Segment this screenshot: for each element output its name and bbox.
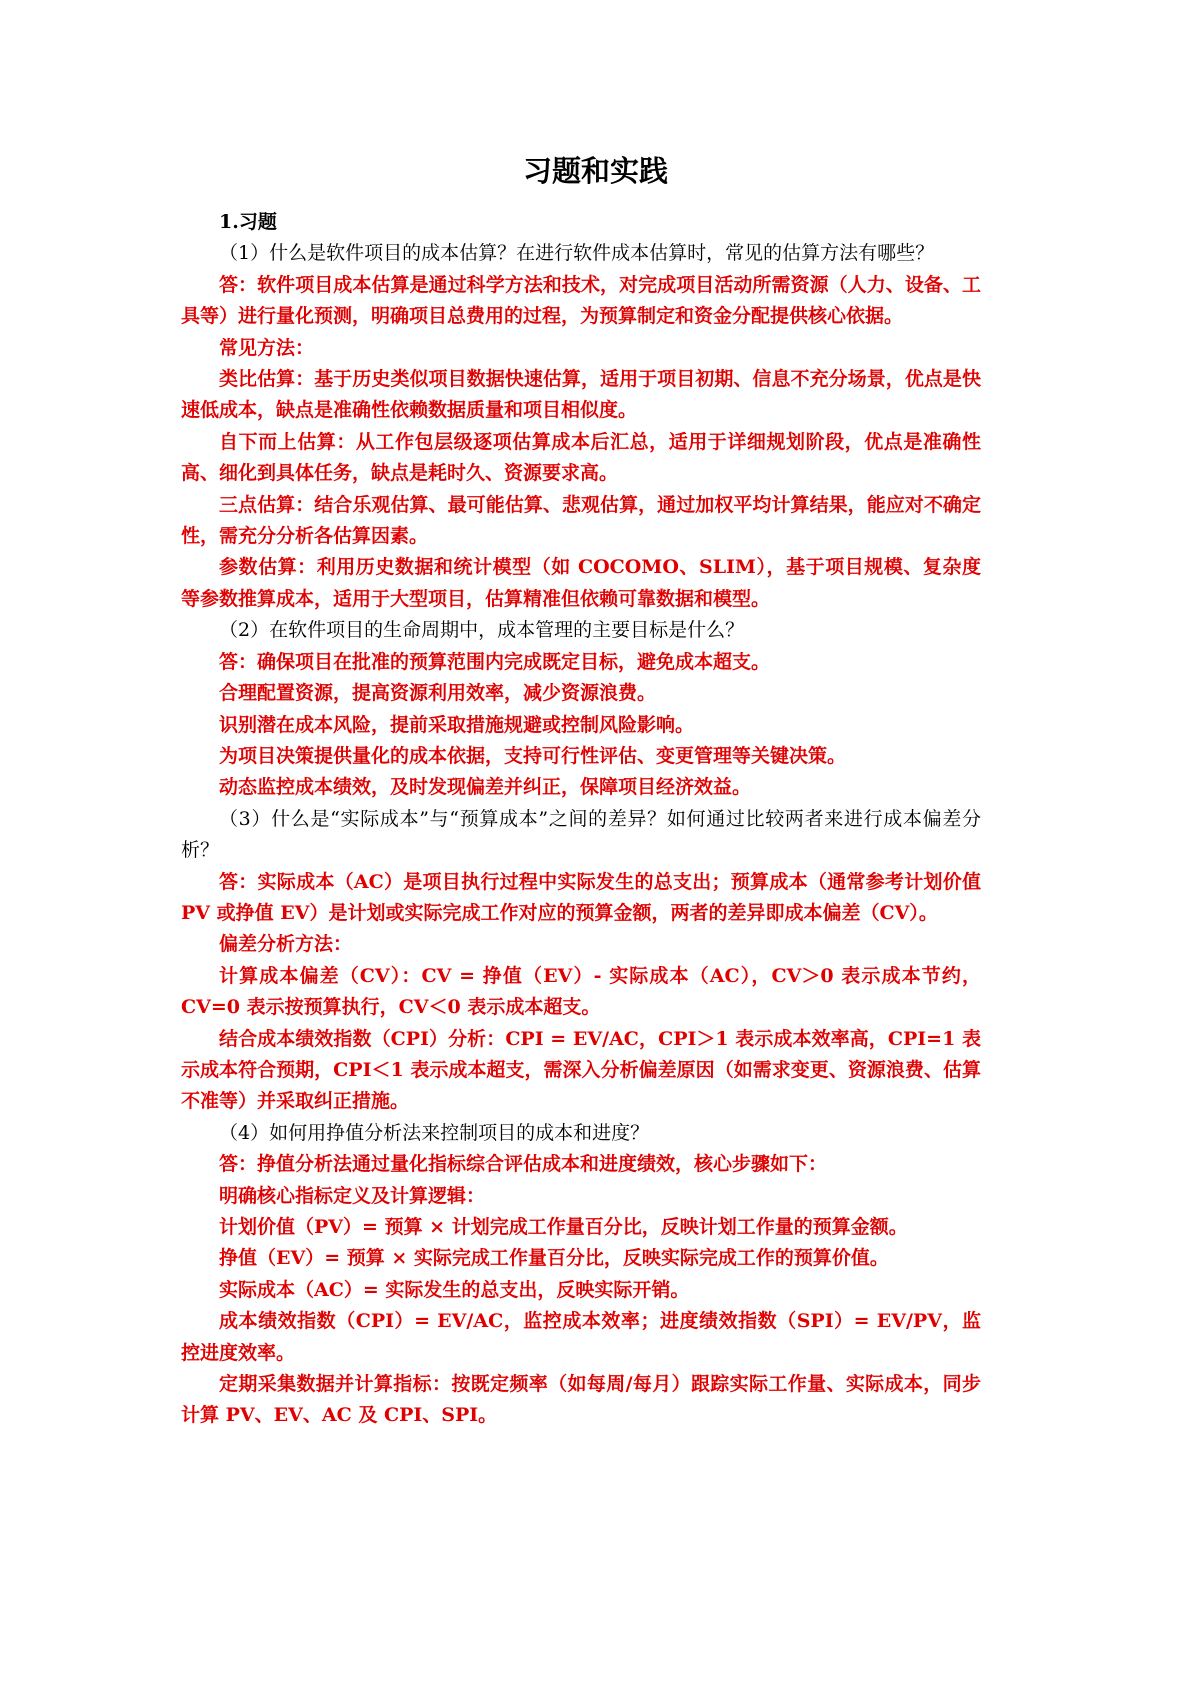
question-paragraph: （2）在软件项目的生命周期中，成本管理的主要目标是什么？ [219, 619, 745, 642]
answer-paragraph: 答：实际成本（AC）是项目执行过程中实际发生的总支出；预算成本（通常参考计划价值 PV 或挣值 EV）是计划或实际完成工作对应的预算金额，两者的差异即成本偏差（CV）。 [181, 870, 981, 924]
answer-paragraph: 明确核心指标定义及计算逻辑： [219, 1184, 486, 1207]
question-paragraph: （1）什么是软件项目的成本估算？在进行软件成本估算时，常见的估算方法有哪些？ [219, 242, 935, 265]
answer-paragraph: 偏差分析方法： [219, 933, 353, 956]
answer-paragraph: 识别潜在成本风险，提前采取措施规避或控制风险影响。 [219, 713, 695, 736]
answer-paragraph: 参数估算：利用历史数据和统计模型（如 COCOMO、SLIM），基于项目规模、复杂度等参数推算成本，适用于大型项目，估算精准但依赖可靠数据和模型。 [181, 556, 981, 610]
answer-paragraph: 实际成本（AC）= 实际发生的总支出，反映实际开销。 [219, 1278, 690, 1301]
answer-paragraph: 结合成本绩效指数（CPI）分析：CPI = EV/AC，CPI＞1 表示成本效率高，CPI=1 表示成本符合预期，CPI＜1 表示成本超支，需深入分析偏差原因（如需求变更、资源浪费、估算不准等）并采取纠正措施。 [181, 1027, 981, 1113]
answer-paragraph: 答：挣值分析法通过量化指标综合评估成本和进度绩效，核心步骤如下： [219, 1153, 828, 1176]
page-title: 习题和实践 [522, 154, 668, 188]
section-heading: 1.习题 [219, 211, 277, 233]
question-paragraph: （3）什么是“实际成本”与“预算成本”之间的差异？如何通过比较两者来进行成本偏差分析？ [181, 807, 981, 862]
answer-paragraph: 三点估算：结合乐观估算、最可能估算、悲观估算，通过加权平均计算结果，能应对不确定性，需充分分析各估算因素。 [181, 493, 981, 548]
answer-paragraph: 常见方法： [219, 336, 315, 359]
answer-paragraph: 答：确保项目在批准的预算范围内完成既定目标，避免成本超支。 [219, 650, 771, 673]
answer-paragraph: 计算成本偏差（CV）：CV = 挣值（EV）- 实际成本（AC），CV＞0 表示成本节约，CV=0 表示按预算执行，CV＜0 表示成本超支。 [181, 964, 981, 1019]
document-body [181, 207, 981, 1432]
answer-paragraph: 计划价值（PV）= 预算 × 计划完成工作量百分比，反映计划工作量的预算金额。 [219, 1216, 908, 1238]
answer-paragraph: 成本绩效指数（CPI）= EV/AC，监控成本效率；进度绩效指数（SPI）= EV/PV，监控进度效率。 [181, 1310, 981, 1364]
answer-paragraph: 自下而上估算：从工作包层级逐项估算成本后汇总，适用于详细规划阶段，优点是准确性高、细化到具体任务，缺点是耗时久、资源要求高。 [181, 430, 981, 485]
answer-paragraph: 为项目决策提供量化的成本依据，支持可行性评估、变更管理等关键决策。 [219, 744, 847, 767]
answer-paragraph: 答：软件项目成本估算是通过科学方法和技术，对完成项目活动所需资源（人力、设备、工具等）进行量化预测，明确项目总费用的过程，为预算制定和资金分配提供核心依据。 [181, 273, 981, 328]
answer-paragraph: 定期采集数据并计算指标：按既定频率（如每周/每月）跟踪实际工作量、实际成本，同步计算 PV、EV、AC 及 CPI、SPI。 [181, 1373, 981, 1427]
answer-paragraph: 类比估算：基于历史类似项目数据快速估算，适用于项目初期、信息不充分场景，优点是快速低成本，缺点是准确性依赖数据质量和项目相似度。 [181, 368, 981, 422]
answer-paragraph: 合理配置资源，提高资源利用效率，减少资源浪费。 [219, 682, 657, 705]
question-paragraph: （4）如何用挣值分析法来控制项目的成本和进度？ [219, 1121, 650, 1144]
answer-paragraph: 动态监控成本绩效，及时发现偏差并纠正，保障项目经济效益。 [219, 776, 752, 799]
answer-paragraph: 挣值（EV）= 预算 × 实际完成工作量百分比，反映实际完成工作的预算价值。 [219, 1247, 889, 1270]
